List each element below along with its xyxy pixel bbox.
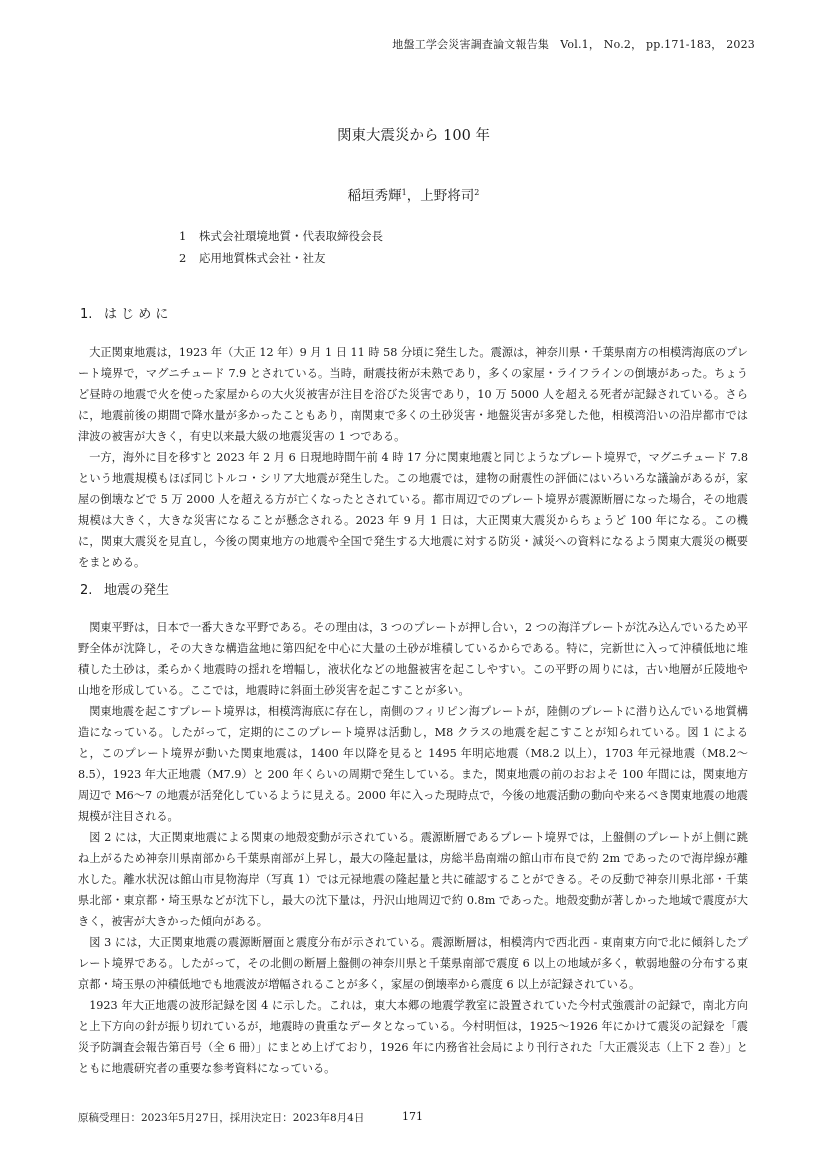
body-paragraph: 大正関東地震は，1923 年（大正 12 年）9 月 1 日 11 時 58 分頃に発生した。震源は，神奈川県・千葉県南方の相模湾海底のプレート境界で，マグニチュード 7.9 とされている。当時，耐震技術が未熟であり，多くの家屋・ライフラインの倒壊があった。ちょうど昼時の地震で火を使った家屋からの大火災被害が注目を浴びた災害であり，10 万 5000 人を超える死者が記録されている。さらに，地震前後の期間で降水量が多かったこともあり，南関東で多くの土砂災害・地盤災害が多発した他，相模湾沿いの沿岸都市では津波の被害が大きく，有史以来最大級の地震災害の 1 つである。 [78,346,748,443]
section-title: 地震の発生 [104,583,170,598]
affiliation-number: 1 [179,229,187,243]
affiliation-item [179,247,383,269]
affiliation-text: 応用地質株式会社・社友 [199,251,326,265]
affiliation-text: 株式会社環境地質・代表取締役会長 [199,229,383,243]
section-title: は じ め に [104,307,169,322]
body-paragraph: 図 3 には，大正関東地震の震源断層面と震度分布が示されている。震源断層は，相模湾内で西北西 - 東南東方向で北に傾斜したプレート境界である。したがって，その北側の断層上盤側の神奈川県と千葉県南部で震度 6 以上の地域が多く，軟弱地盤の分布する東京都・埼玉県の沖積低地でも地震波が増幅されることが多く，家屋の倒壊率から震度 6 以上が記録されている。 [78,936,748,991]
section-number: 1. [80,307,93,322]
body-paragraph: 図 2 には，大正関東地震による関東の地殻変動が示されている。震源断層であるプレート境界では，上盤側のプレートが上側に跳ね上がるため神奈川県南部から千葉県南部が上昇し，最大の隆起量は，房総半島南端の館山市布良で約 2m であったので海岸線が離水した。離水状況は館山市見物海岸（写真 1）では元禄地震の隆起量と共に確認することができる。その反動で神奈川県北部・千葉県北部・東京都・埼玉県などが沈下し，最大の沈下量は，丹沢山地周辺で約 0.8m であった。地殻変動が著しかった地域で震度が大きく，被害が大きかった傾向がある。 [78,831,748,928]
page-number: 171 [402,1110,423,1123]
body-paragraph: 関東地震を起こすプレート境界は，相模湾海底に存在し，南側のフィリピン海プレートが，陸側のプレートに潜り込んでいる地質構造になっている。したがって，定期的にこのプレート境界は活動し，M8 クラスの地震を起こすことが知られている。図 1 によると，このプレート境界が動いた関東地震は，1400 年以降を見ると 1495 年明応地震（M8.2 以上），1703 年元禄地震（M8.2～8.5），1923 年大正地震（M7.9）と 200 年くらいの周期で発生している。また，関東地震の前のおおよそ 100 年間には，関東地方周辺で M6～7 の地震が活発化しているように見える。2000 年に入った現時点で，今後の地震活動の動向や来るべき関東地震の地震規模が注目される。 [78,705,748,823]
paper-title: 関東大震災から 100 年 [337,128,490,144]
affiliation-mark: 1 [401,188,407,197]
section-number: 2. [80,583,93,598]
body-paragraph: 1923 年大正地震の波形記録を図 4 に示した。これは，東大本郷の地震学教室に設置されていた今村式強震計の記録で，南北方向と上下方向の針が振り切れているが，地震時の貴重なデータとなっている。今村明恒は，1925～1926 年にかけて震災の記録を「震災予防調査会報告第百号（全 6 冊）」にまとめ上げており，1926 年に内務省社会局により刊行された「大正震災志（上下 2 巻）」とともに地震研究者の重要な参考資料になっている。 [78,999,748,1075]
author-name: 上野将司 [420,188,475,204]
section-heading-introduction [80,303,168,322]
affiliation-mark: 2 [474,188,480,197]
manuscript-dates: 原稿受理日：2023年5月27日，採用決定日：2023年8月4日 [78,1112,365,1124]
body-paragraph: 一方，海外に目を移すと 2023 年 2 月 6 日現地時間午前 4 時 17 分に関東地震と同じようなプレート境界で，マグニチュード 7.8 という地震規模もほぼ同じトルコ・シリア大地震が発生した。この地震では，建物の耐震性の評価にはいろいろな議論があるが，家屋の倒壊などで 5 万 2000 人を超える方が亡くなったとされている。都市周辺でのプレート境界が震源断層になった場合，その地震規模は大きく，大きな災害になることが懸念される。2023 年 9 月 1 日は，大正関東大震災からちょうど 100 年になる。この機に，関東大震災を見直し，今後の関東地方の地震や全国で発生する大地震に対する防災・減災への資料になるよう関東大震災の概要をまとめる。 [78,451,748,569]
author-name: 稲垣秀輝 [347,188,402,204]
affiliation-item [179,225,383,247]
section-body-earthquake-occurrence [78,617,748,1079]
affiliation-list [179,225,383,269]
section-heading-earthquake-occurrence [80,579,169,598]
section-body-introduction [78,342,748,573]
affiliation-number: 2 [179,251,187,265]
author-separator: ， [406,188,421,204]
author-line [0,184,827,204]
body-paragraph: 関東平野は，日本で一番大きな平野である。その理由は，3 つのプレートが押し合い，2 つの海洋プレートが沈み込んでいるため平野全体が沈降し，その大きな構造盆地に第四紀を中心に大量の土砂が堆積しているからである。特に，完新世に入って沖積低地に堆積した土砂は，柔らかく地震時の揺れを増幅し，液状化などの地盤被害を起こしやすい。この平野の周りには，古い地層が丘陵地や山地を形成している。ここでは，地震時に斜面土砂災害を起こすことが多い。 [78,621,748,697]
journal-citation: 地盤工学会災害調査論文報告集 Vol.1， No.2， pp.171-183， 2023 [392,38,755,51]
